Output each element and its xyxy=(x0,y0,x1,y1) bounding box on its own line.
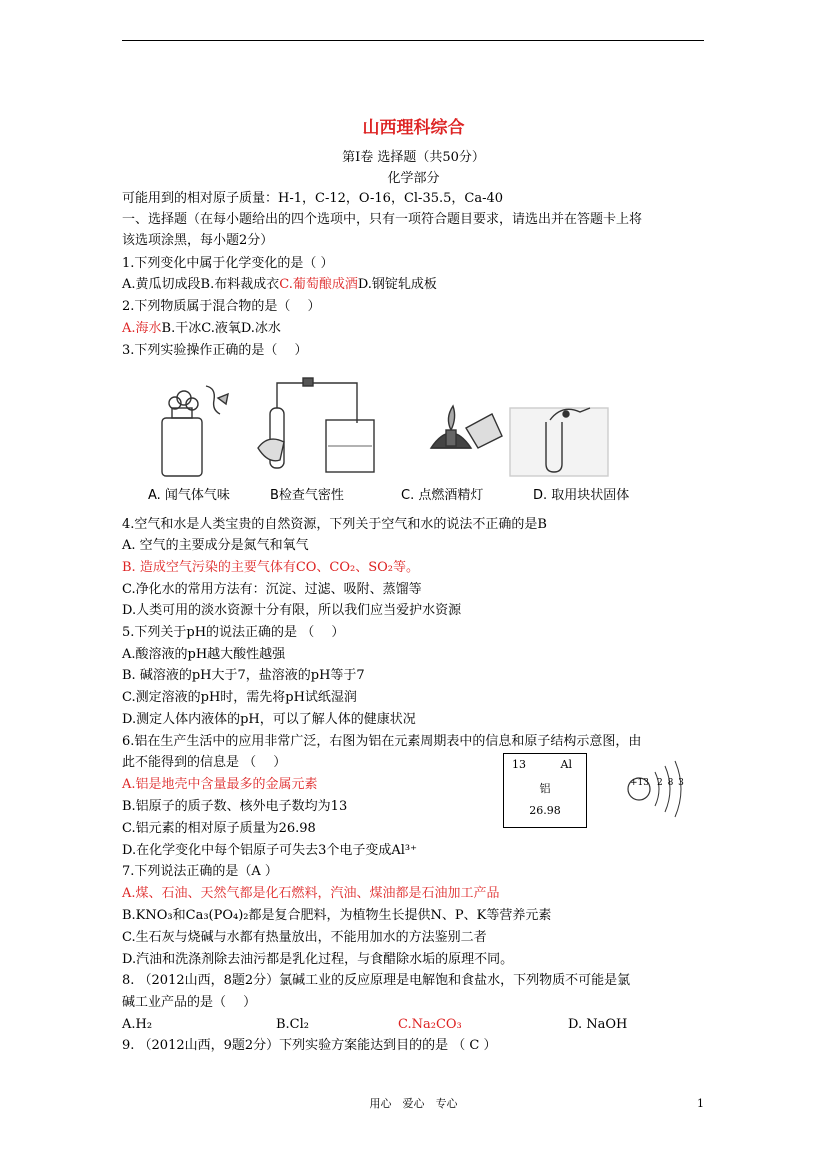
question-6-line-1: 6.铝在生产生活中的应用非常广泛，右图为铝在元素周期表中的信息和原子结构示意图，由 xyxy=(122,734,642,749)
q4-option-d: D.人类可用的淡水资源十分有限，所以我们应当爱护水资源 xyxy=(122,603,462,618)
question-9: 9. （2012山西，9题2分）下列实验方案能达到目的的是 （ C ） xyxy=(122,1038,497,1053)
question-8-line-1: 8. （2012山西，8题2分）氯碱工业的反应原理是电解饱和食盐水，下列物质不可能是氯 xyxy=(122,973,631,988)
instructions-line-1: 一、选择题（在每小题给出的四个选项中，只有一项符合题目要求，请选出并在答题卡上将 xyxy=(122,212,643,227)
al-atomic-number: 13 xyxy=(512,758,526,771)
q4-option-c: C.净化水的常用方法有：沉淀、过滤、吸附、蒸馏等 xyxy=(122,582,422,597)
subsection-heading: 化学部分 xyxy=(387,171,440,186)
q7-option-d: D.汽油和洗涤剂除去油污都是乳化过程，与食醋除水垢的原理不同。 xyxy=(122,952,514,967)
al-symbol: Al xyxy=(560,758,572,771)
q6-option-d: D.在化学变化中每个铝原子可失去3个电子变成Al³⁺ xyxy=(122,843,417,858)
solid-sampling-illustration xyxy=(510,408,608,476)
al-shell-electrons: 2 8 3 xyxy=(657,778,685,788)
question-1: 1.下列变化中属于化学变化的是（ ） xyxy=(122,256,334,271)
q6-option-a-answer: A.铝是地壳中含量最多的金属元素 xyxy=(122,777,318,792)
q7-option-a-answer: A.煤、石油、天然气都是化石燃料，汽油、煤油都是石油加工产品 xyxy=(122,886,500,901)
caption-c: C. 点燃酒精灯 xyxy=(401,488,484,503)
experiment-figure xyxy=(148,368,648,510)
smell-gas-illustration xyxy=(162,386,228,476)
instructions-line-2: 该选项涂黑，每小题2分） xyxy=(122,233,274,248)
q5-option-b: B. 碱溶液的pH大于7，盐溶液的pH等于7 xyxy=(122,668,365,683)
q8-option-a: A.H₂ xyxy=(122,1017,153,1032)
q4-option-b-answer: B. 造成空气污染的主要气体有CO、CO₂、SO₂等。 xyxy=(122,560,420,575)
caption-a: A. 闻气体气味 xyxy=(148,488,230,503)
q1-option-c-answer: C.葡萄酿成酒 xyxy=(279,277,358,292)
question-2-options xyxy=(122,319,281,339)
q8-option-c-answer: C.Na₂CO₃ xyxy=(398,1017,462,1032)
question-4: 4.空气和水是人类宝贵的自然资源，下列关于空气和水的说法不正确的是B xyxy=(122,517,547,532)
q8-option-b: B.Cl₂ xyxy=(276,1017,310,1032)
question-8-line-2: 碱工业产品的是（ ） xyxy=(122,995,257,1010)
section-heading: 第Ⅰ卷 选择题（共50分） xyxy=(342,150,485,165)
question-5: 5.下列关于pH的说法正确的是 （ ） xyxy=(122,625,345,640)
al-name: 铝 xyxy=(539,782,551,795)
q5-option-a: A.酸溶液的pH越大酸性越强 xyxy=(122,647,286,662)
alcohol-lamp-illustration xyxy=(431,406,502,448)
aluminum-periodic-cell xyxy=(503,753,587,828)
q2-option-rest: B.干冰C.液氧D.冰水 xyxy=(161,321,281,336)
atomic-masses: 可能用到的相对原子质量：H-1，C-12，O-16，Cl-35.5，Ca-40 xyxy=(122,191,504,206)
al-mass: 26.98 xyxy=(529,804,561,817)
q1-option-ab: A.黄瓜切成段B.布料裁成衣 xyxy=(122,277,280,292)
q5-option-d: D.测定人体内液体的pH，可以了解人体的健康状况 xyxy=(122,712,416,727)
question-6-line-2: 此不能得到的信息是 （ ） xyxy=(122,755,287,770)
caption-d: D. 取用块状固体 xyxy=(533,488,630,503)
q8-option-d: D. NaOH xyxy=(568,1017,628,1032)
q4-option-a: A. 空气的主要成分是氮气和氧气 xyxy=(122,538,309,553)
q6-option-b: B.铝原子的质子数、核外电子数均为13 xyxy=(122,799,348,814)
question-2: 2.下列物质属于混合物的是（ ） xyxy=(122,299,321,314)
caption-b: B检查气密性 xyxy=(270,488,344,503)
aluminum-atom-diagram xyxy=(625,758,685,820)
q7-option-c: C.生石灰与烧碱与水都有热量放出，不能用加水的方法鉴别二者 xyxy=(122,930,487,945)
page-number: 1 xyxy=(697,1097,704,1110)
q6-option-c: C.铝元素的相对原子质量为26.98 xyxy=(122,821,316,836)
experiment-illustrations xyxy=(148,368,648,483)
header-rule xyxy=(122,40,704,41)
question-1-options xyxy=(122,275,437,295)
al-nucleus-label: +13 xyxy=(630,778,649,788)
question-7: 7.下列说法正确的是（A ） xyxy=(122,864,278,879)
airtightness-illustration xyxy=(258,378,374,472)
question-3: 3.下列实验操作正确的是（ ） xyxy=(122,343,308,358)
q2-option-a-answer: A.海水 xyxy=(122,321,162,336)
page-title: 山西理科综合 xyxy=(362,118,465,138)
q5-option-c: C.测定溶液的pH时，需先将pH试纸湿润 xyxy=(122,690,357,705)
q7-option-b: B.KNO₃和Ca₃(PO₄)₂都是复合肥料，为植物生长提供N、P、K等营养元素 xyxy=(122,908,552,923)
q1-option-d: D.钢锭轧成板 xyxy=(357,277,437,292)
footer-motto: 用心 爱心 专心 xyxy=(369,1097,458,1110)
